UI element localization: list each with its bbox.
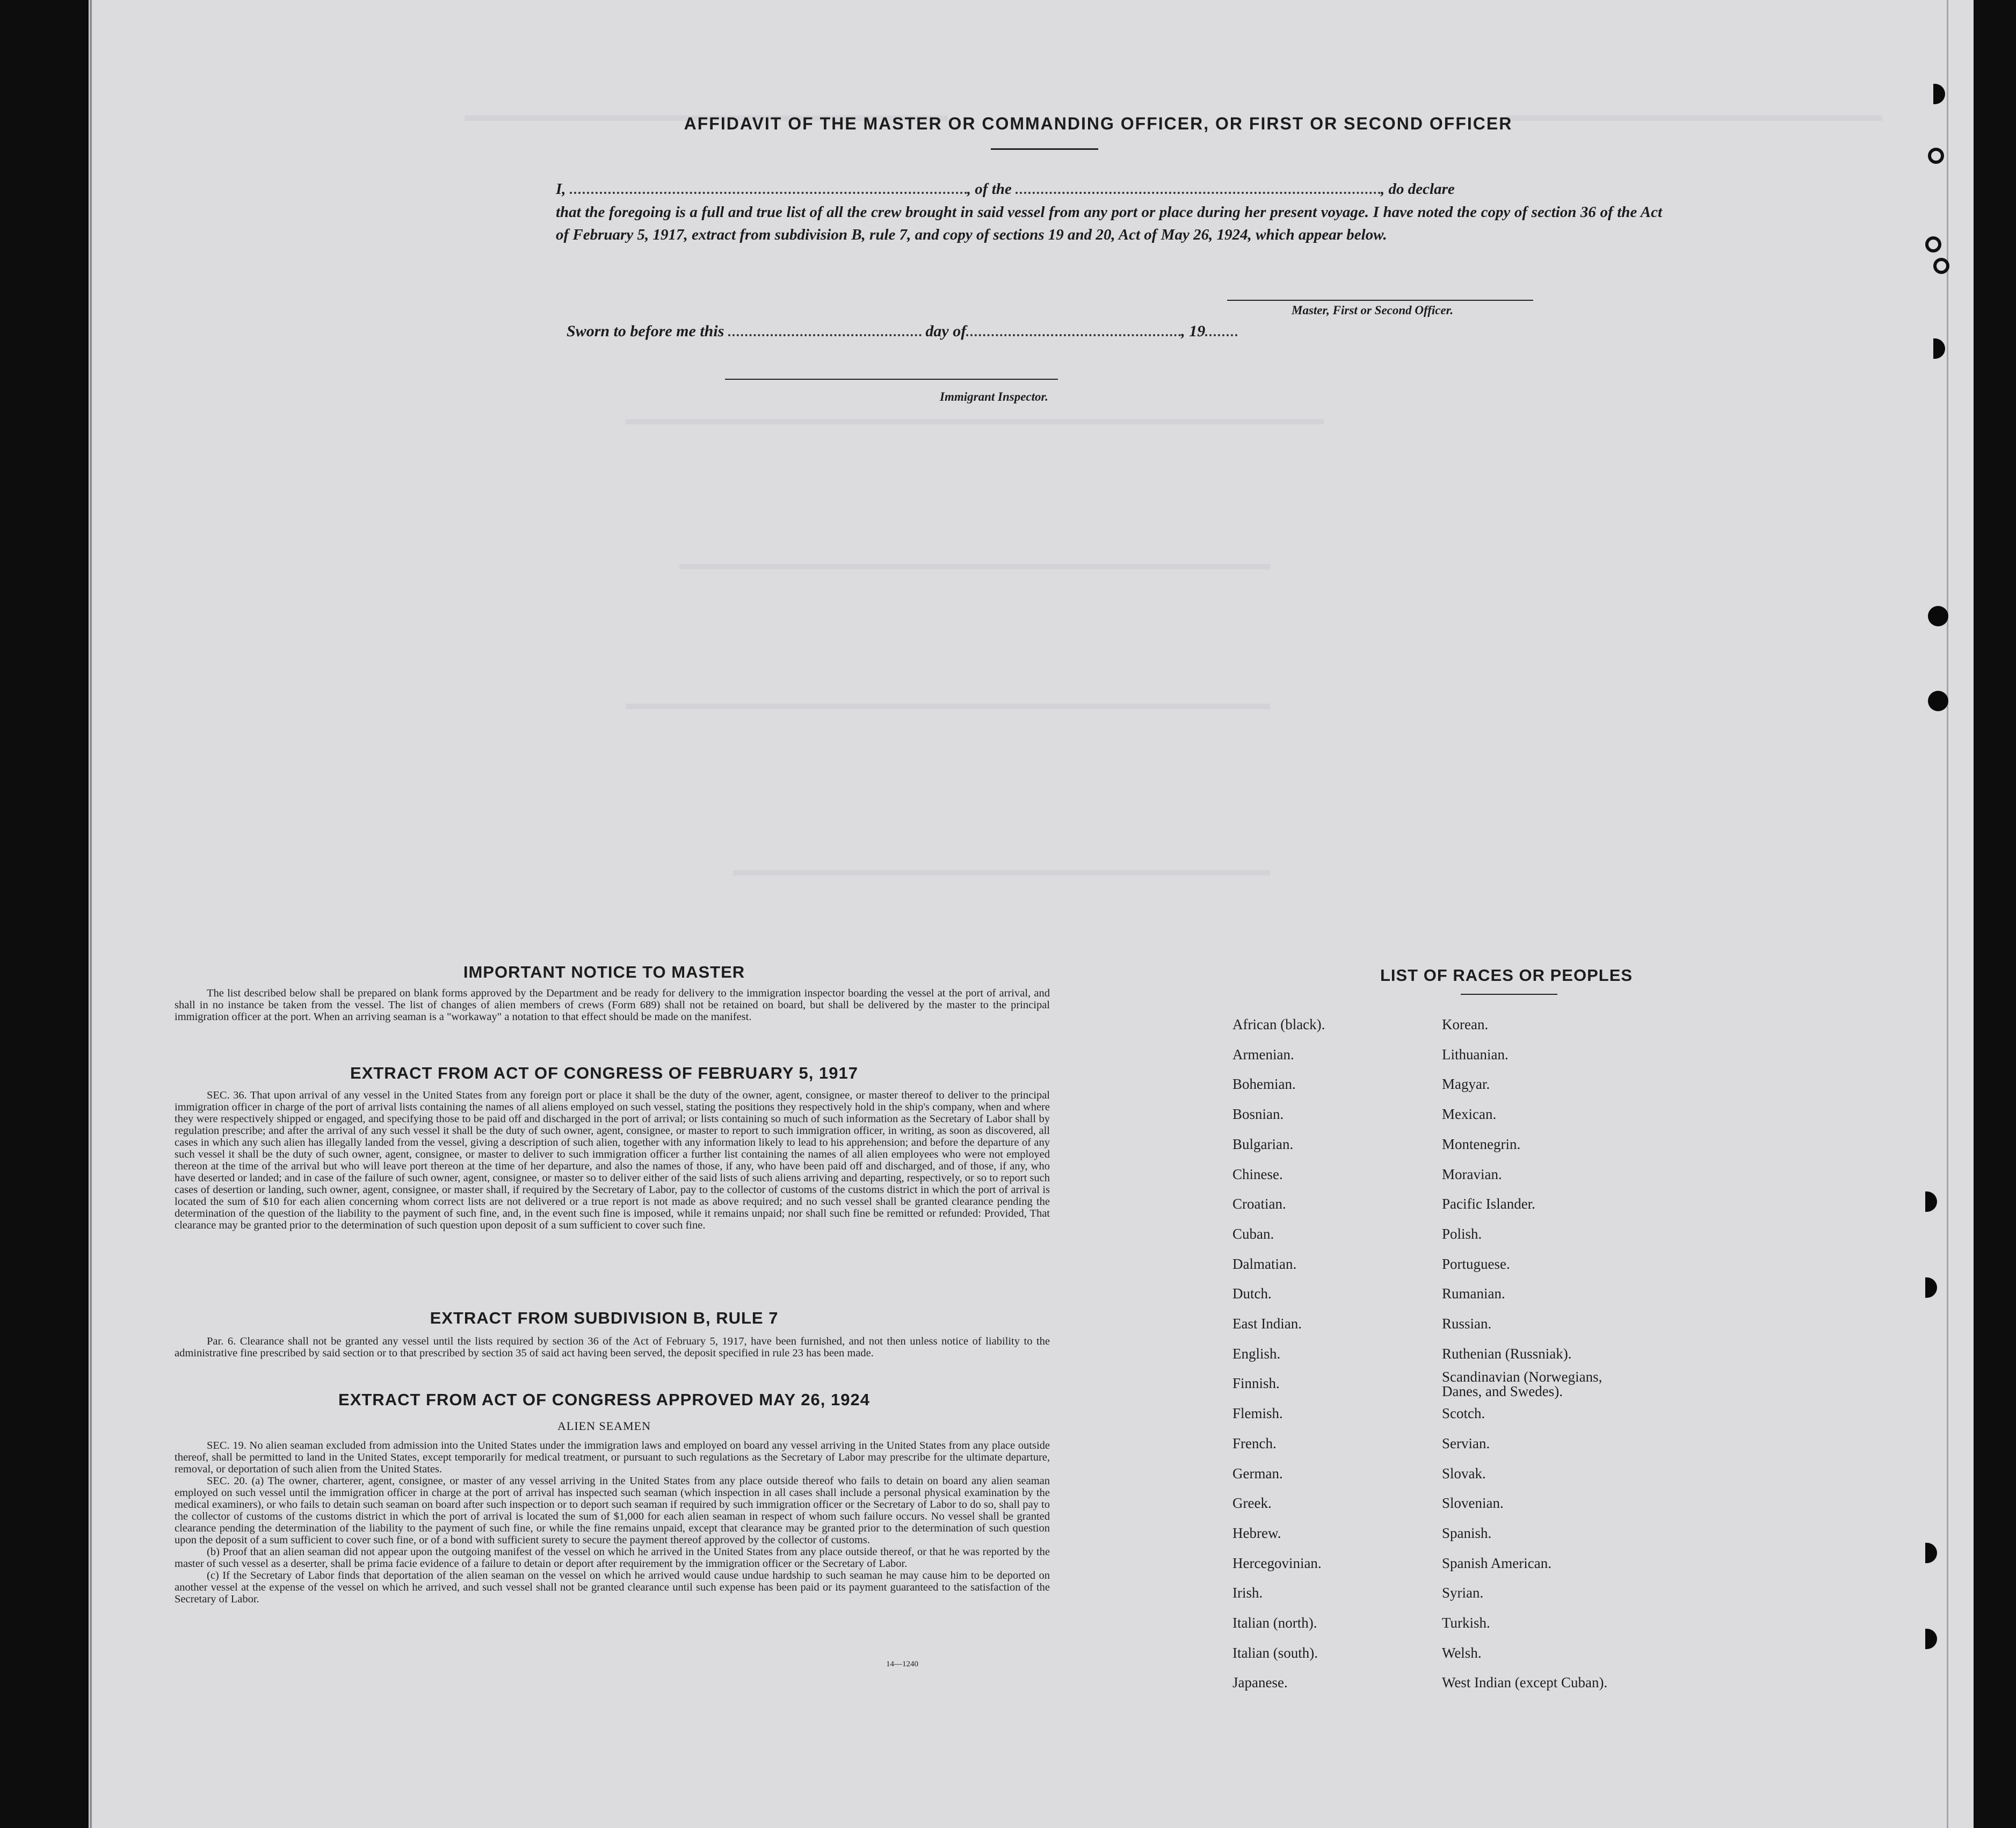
race-item: Rumanian.: [1442, 1285, 1505, 1302]
race-item: Bulgarian.: [1232, 1136, 1294, 1152]
race-item: Flemish.: [1232, 1405, 1283, 1422]
races-list-right: [1442, 1010, 1635, 1698]
race-item: Cuban.: [1232, 1225, 1274, 1242]
race-item: German.: [1232, 1465, 1283, 1482]
race-item: Dalmatian.: [1232, 1255, 1297, 1272]
race-item: Dutch.: [1232, 1285, 1272, 1302]
sworn-day-of: day of: [925, 322, 967, 340]
affidavit-declaration-line: [556, 177, 1662, 201]
race-item: Welsh.: [1442, 1644, 1482, 1661]
binder-ring: [1928, 148, 1944, 164]
extract-rule7-text: Par. 6. Clearance shall not be granted any vessel until the lists required by section 36 of the Act of February 5, 1917, have been furnished, and not then unless notice of liability to the administrative fine prescribed by said section or to that prescribed by section 35 of said act having been served, the deposit specified in rule 23 has been made.: [175, 1335, 1050, 1359]
race-item: English.: [1232, 1345, 1281, 1362]
inspector-signature-line: [725, 379, 1058, 380]
inspector-label: Immigrant Inspector.: [940, 390, 1048, 403]
race-item: Spanish American.: [1442, 1555, 1551, 1571]
extract-1924-sec20c: (c) If the Secretary of Labor finds that deportation of the alien seaman on the vessel on which he arrived would cause undue hardship to such seaman he may cause him to be deported on another vessel at the expense of the vessel on which he arrived, and such vessel shall not be granted clearance until such expense has been paid or its payment guaranteed to the satisfaction of the Secretary of Labor.: [175, 1570, 1050, 1605]
race-item: Syrian.: [1442, 1585, 1484, 1601]
extract-1924-title: EXTRACT FROM ACT OF CONGRESS APPROVED MAY 26, 1924: [338, 1390, 870, 1409]
extract-rule7-block: [175, 1335, 1050, 1359]
race-item: Portuguese.: [1442, 1255, 1510, 1272]
extract-1924-sec19: SEC. 19. No alien seaman excluded from admission into the United States under the immigration laws and employed on board any vessel arriving in the United States from any place outside thereof, shall be permitted to land in the United States, except temporarily for medical treatment, or pursuant to such regulations as the Secretary of Labor may prescribe for the ultimate departure, removal, or deportation of such alien from the United States.: [175, 1440, 1050, 1475]
race-item: Italian (north).: [1232, 1615, 1317, 1631]
extract-1917-title: EXTRACT FROM ACT OF CONGRESS OF FEBRUARY 5, 1917: [350, 1064, 858, 1082]
race-item: Ruthenian (Russniak).: [1442, 1345, 1572, 1362]
race-item: Scotch.: [1442, 1405, 1485, 1422]
race-item: Pacific Islander.: [1442, 1196, 1535, 1212]
race-item: Chinese.: [1232, 1166, 1283, 1182]
race-item: Japanese.: [1232, 1674, 1288, 1691]
binder-ring: [1925, 236, 1941, 252]
races-list-left: [1232, 1010, 1325, 1698]
race-item: Turkish.: [1442, 1615, 1490, 1631]
race-item: Mexican.: [1442, 1106, 1497, 1123]
page-left-edge: [90, 0, 92, 1828]
sworn-year: , 19: [1181, 322, 1206, 340]
notice-text-block: [175, 987, 1050, 1023]
master-signature-line: [1227, 300, 1533, 301]
race-item: Magyar.: [1442, 1076, 1490, 1093]
race-item: French.: [1232, 1435, 1277, 1451]
race-item: Armenian.: [1232, 1046, 1294, 1063]
notice-title: IMPORTANT NOTICE TO MASTER: [463, 963, 745, 981]
race-item: Servian.: [1442, 1435, 1490, 1451]
sworn-year-field: [1205, 323, 1237, 336]
race-item: Irish.: [1232, 1585, 1263, 1601]
race-item: Croatian.: [1232, 1196, 1286, 1212]
extract-1917-text: SEC. 36. That upon arrival of any vessel in the United States from any foreign port or place it shall be the duty of the owner, agent, consignee, or master thereof to deliver to the principal immigration officer in charge of the port of arrival lists containing the names of all aliens employed on such vessel, stating the positions they respectively hold in the ship's company, when and where they were respectively shipped or engaged, and specifying those to be paid off and discharged in the port of arrival; or lists containing so much of such information as the Secretary of Labor shall by regulation prescribe; and after the arrival of any such vessel it shall be the duty of such owner, agent, consignee, or master to report to such immigration officer, in writing, as soon as discovered, all cases in which any such alien has illegally landed from the vessel, giving a description of such alien, together with any information likely to lead to his apprehension; and before the departure of any such vessel it shall be the duty of such owner, agent, consignee, or master to deliver to such immigration officer a further list containing the names of all alien employees who were not employed thereon at the time of the arrival but who will leave port thereon at the time of her departure, and also the names of those, if any, who have been paid off and discharged, and of those, if any, who have deserted or landed; and in case of the failure of such owner, agent, consignee, or master so to deliver either of the said lists of such aliens arriving and departing, respectively, or so to report such cases of desertion or landing, such owner, agent, consignee, or master shall, if required by the Secretary of Labor, pay to the collector of customs of the customs district in which the port of arrival is located the sum of $10 for each alien concerning whom correct lists are not delivered or a true report is not made as above required; and no such vessel shall be granted clearance pending the determination of the question of the liability to the payment of such fine, and, in the event such fine is imposed, while it remains unpaid; nor shall such fine be remitted or refunded: Provided, That clearance may be granted prior to the determination of such question upon deposit of a sum sufficient to cover such fine.: [175, 1089, 1050, 1231]
race-item: Slovenian.: [1442, 1495, 1504, 1512]
declaration-i: I,: [556, 180, 566, 198]
race-item: Spanish.: [1442, 1524, 1492, 1541]
race-item: Polish.: [1442, 1225, 1482, 1242]
notice-text: The list described below shall be prepared on blank forms approved by the Department and be ready for delivery to the immigration inspector boarding the vessel at the port of arrival, and shall in no instance be taken from the vessel. The list of changes of alien members of crews (Form 689) shall not be retained on board, but shall be delivered by the master to the principal immigration officer at the port. When an arriving seaman is a "workaway" a notation to that effect should be made on the manifest.: [175, 987, 1050, 1023]
race-item: Greek.: [1232, 1495, 1272, 1512]
document-page: [89, 0, 1974, 1828]
race-item: Montenegrin.: [1442, 1136, 1521, 1152]
page-right-edge: [1947, 0, 1948, 1828]
form-number: 14—1240: [886, 1660, 918, 1668]
binder-hole: [1928, 691, 1948, 711]
vessel-name-field: [1016, 181, 1381, 194]
officer-name-field: [570, 181, 967, 194]
bleed-through-mark: [626, 704, 1270, 709]
extract-1917-block: [175, 1089, 1050, 1231]
sworn-prefix: Sworn to before me this: [567, 322, 724, 340]
declaration-do-declare: , do declare: [1381, 180, 1455, 198]
affidavit-body: that the foregoing is a full and true list of all the crew brought in said vessel from any port or place during her present voyage. I have noted the copy of section 36 of the Act of February 5, 1917, extract from subdivision B, rule 7, and copy of sections 19 and 20, Act of May 26, 1924, which appear below.: [556, 204, 1662, 243]
bleed-through-mark: [733, 870, 1270, 876]
master-signature-label: Master, First or Second Officer.: [1292, 304, 1454, 317]
binder-ring: [1933, 258, 1949, 274]
race-item: African (black).: [1232, 1016, 1325, 1032]
race-item: Finnish.: [1232, 1375, 1280, 1392]
affidavit-title: AFFIDAVIT OF THE MASTER OR COMMANDING OFFICER, OR FIRST OR SECOND OFFICER: [684, 114, 1513, 133]
title-underline: [991, 148, 1098, 150]
race-item: Hercegovinian.: [1232, 1555, 1322, 1571]
extract-1924-sec20a: SEC. 20. (a) The owner, charterer, agent, consignee, or master of any vessel arriving in the United States from any place outside thereof who fails to detain on board any alien seaman employed on such vessel until the immigration officer in charge at the port of arrival has inspected such seaman (which inspection in all cases shall include a personal physical examination by the medical examiners), or who fails to detain such seaman on board after such inspection or to deport such seaman if required by such immigration officer or the Secretary of Labor to do so, shall pay to the collector of customs of the customs district in which the port of arrival is located the sum of $1,000 for each alien seaman in respect of whom such failure occurs. No vessel shall be granted clearance pending the determination of the liability to the payment of such fine, or while the fine remains unpaid, except that clearance may be granted prior to the determination of such question upon the deposit of a sum sufficient to cover such fine, or of a bond with sufficient surety to secure the payment thereof approved by the collector of customs.: [175, 1475, 1050, 1546]
sworn-month-field: [966, 323, 1181, 336]
race-item: Russian.: [1442, 1316, 1492, 1332]
race-item: Scandinavian (Norwegians, Danes, and Swedes).: [1442, 1369, 1602, 1400]
sworn-date-field: [728, 323, 922, 336]
sworn-line: [567, 322, 1426, 341]
races-title-underline: [1461, 994, 1557, 995]
race-item: Korean.: [1442, 1016, 1489, 1032]
bleed-through-mark: [679, 564, 1270, 569]
extract-rule7-title: EXTRACT FROM SUBDIVISION B, RULE 7: [430, 1309, 779, 1327]
extract-1924-block: [175, 1440, 1050, 1605]
declaration-of-the: , of the: [967, 180, 1012, 198]
extract-1924-subtitle: ALIEN SEAMEN: [557, 1419, 651, 1433]
bleed-through-mark: [626, 419, 1324, 424]
race-item: Italian (south).: [1232, 1644, 1318, 1661]
races-title: LIST OF RACES OR PEOPLES: [1380, 966, 1633, 985]
race-item: Lithuanian.: [1442, 1046, 1509, 1063]
binder-hole: [1928, 606, 1948, 626]
race-item: West Indian (except Cuban).: [1442, 1674, 1608, 1691]
race-item: East Indian.: [1232, 1316, 1302, 1332]
race-item: Hebrew.: [1232, 1524, 1281, 1541]
race-item: Bohemian.: [1232, 1076, 1296, 1093]
extract-1924-sec20b: (b) Proof that an alien seaman did not appear upon the outgoing manifest of the vessel on which he arrived in the United States from any place outside thereof, or that he was reported by the master of such vessel as a deserter, shall be prima facie evidence of a failure to detain or deport after requirement by the immigration officer or the Secretary of Labor.: [175, 1546, 1050, 1570]
race-item: Slovak.: [1442, 1465, 1486, 1482]
race-item: Bosnian.: [1232, 1106, 1284, 1123]
race-item: Moravian.: [1442, 1166, 1502, 1182]
